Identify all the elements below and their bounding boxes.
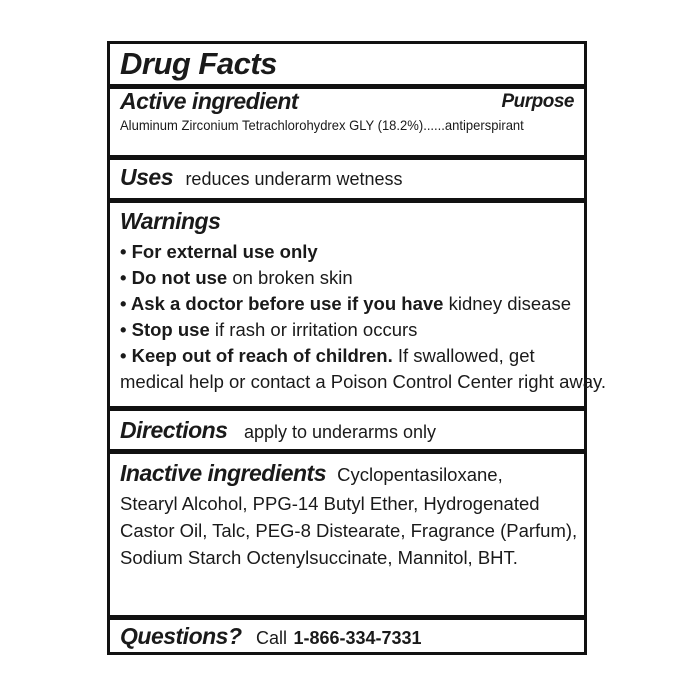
uses-section: [110, 164, 584, 191]
directions-text: apply to underarms only: [243, 422, 437, 442]
warning-item-bold: • Stop use: [120, 319, 210, 340]
warning-item-text: if rash or irritation occurs: [209, 319, 418, 340]
warnings-heading-row: [110, 208, 584, 234]
warning-item-bold: • Do not use: [120, 267, 228, 288]
warning-item-bold: • Ask a doctor before use if you have: [120, 293, 444, 314]
directions-divider: [110, 449, 584, 454]
uses-text: reduces underarm wetness: [185, 169, 403, 189]
inactive-divider: [110, 615, 584, 620]
warning-item: [120, 318, 417, 342]
warning-continuation: medical help or contact a Poison Control Center right away.: [120, 371, 607, 392]
questions-heading: Questions?: [120, 623, 242, 649]
panel-title: Drug Facts: [120, 46, 277, 81]
uses-divider: [110, 198, 584, 203]
drug-facts-panel: [107, 41, 607, 655]
active-ingredient-heading: Active ingredient: [120, 88, 299, 114]
inactive-line: Cyclopentasiloxane,: [337, 464, 503, 485]
warning-item: [120, 344, 535, 368]
directions-heading: Directions: [120, 417, 228, 443]
inactive-line: Stearyl Alcohol, PPG-14 Butyl Ether, Hydrogenated: [120, 493, 540, 514]
questions-phone: 1-866-334-7331: [293, 628, 422, 648]
inactive-line: Castor Oil, Talc, PEG-8 Distearate, Fragrance (Parfum),: [120, 520, 578, 541]
active-divider: [110, 155, 584, 160]
purpose-heading: Purpose: [501, 91, 574, 112]
warnings-divider: [110, 406, 584, 411]
inactive-first-line: [120, 460, 503, 487]
questions-section: [110, 623, 584, 650]
questions-prefix: Call: [255, 628, 287, 648]
warning-item-bold: • For external use only: [120, 241, 318, 262]
directions-section: [110, 417, 584, 444]
warning-item: [120, 266, 353, 290]
inactive-heading: Inactive ingredients: [120, 460, 327, 486]
warnings-heading: Warnings: [120, 208, 221, 234]
warning-item-bold: • Keep out of reach of children.: [120, 345, 393, 366]
warning-item: [120, 292, 571, 316]
warning-item: [120, 240, 318, 264]
active-ingredient-line: Aluminum Zirconium Tetrachlorohydrex GLY (18.2%)......antiperspirant: [120, 117, 524, 133]
uses-heading: Uses: [120, 164, 173, 190]
warning-item-text: If swallowed, get: [392, 345, 535, 366]
warning-item-text: on broken skin: [227, 267, 353, 288]
inactive-line: Sodium Starch Octenylsuccinate, Mannitol, BHT.: [120, 547, 518, 568]
warning-item-text: kidney disease: [443, 293, 571, 314]
